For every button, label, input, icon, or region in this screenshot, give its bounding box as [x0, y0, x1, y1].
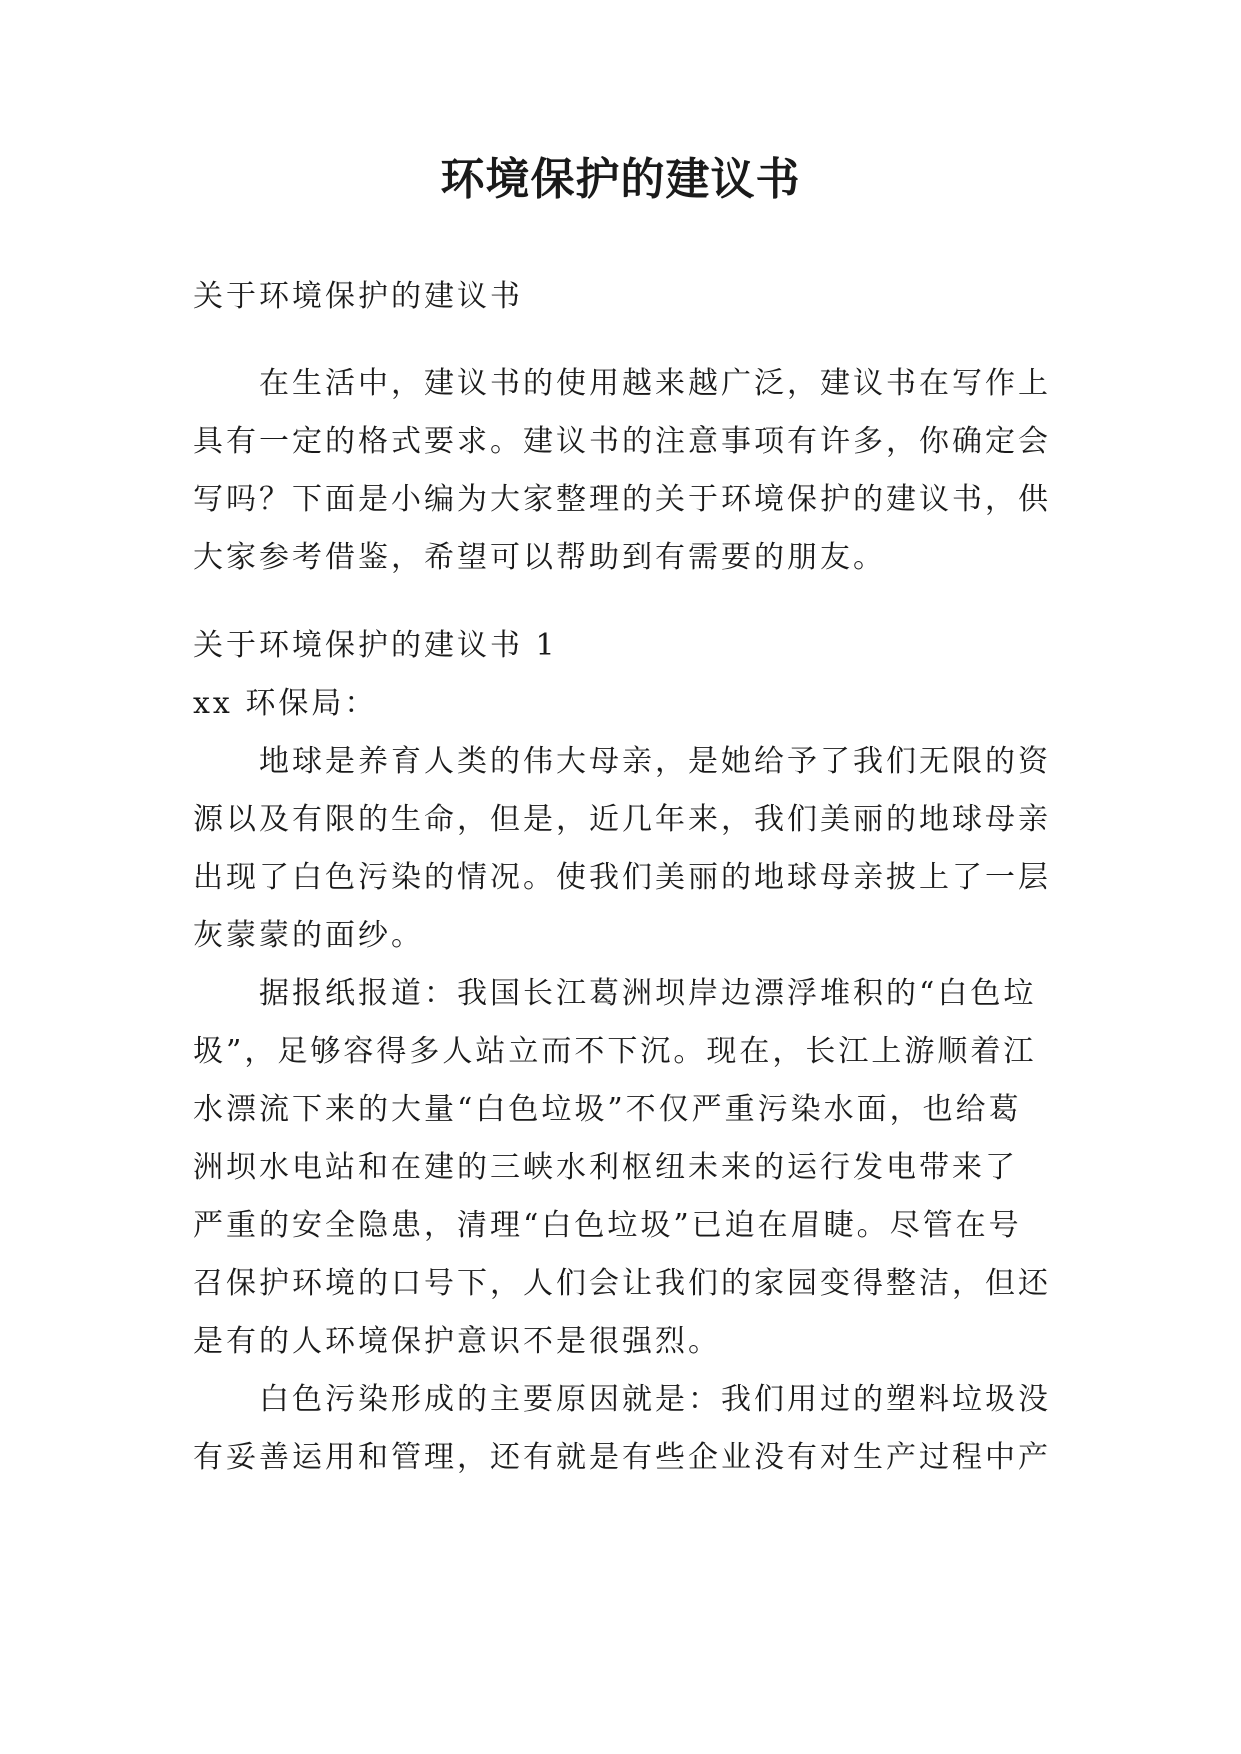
intro-line: 大家参考借鉴，希望可以帮助到有需要的朋友。: [193, 540, 886, 575]
subtitle-line: 关于环境保护的建议书: [193, 279, 523, 314]
paragraph-line: 是有的人环境保护意识不是很强烈。: [193, 1324, 721, 1359]
section-1: [193, 617, 1055, 1487]
paragraph-line: 源以及有限的生命，但是，近几年来，我们美丽的地球母亲: [193, 802, 1051, 837]
paragraph-line: 据报纸报道：我国长江葛洲坝岸边漂浮堆积的“白色垃: [259, 976, 1037, 1011]
paragraph-line: 灰蒙蒙的面纱。: [193, 918, 424, 953]
paragraph-line: 洲坝水电站和在建的三峡水利枢纽未来的运行发电带来了: [193, 1150, 1018, 1185]
section-heading: 关于环境保护的建议书 1: [193, 628, 558, 663]
intro-line: 写吗？下面是小编为大家整理的关于环境保护的建议书，供: [193, 482, 1051, 517]
intro-line: 具有一定的格式要求。建议书的注意事项有许多，你确定会: [193, 424, 1051, 459]
paragraph-line: 地球是养育人类的伟大母亲，是她给予了我们无限的资: [259, 744, 1051, 779]
document-subtitle: [193, 268, 1055, 326]
paragraph-line: 圾”，足够容得多人站立而不下沉。现在，长江上游顺着江: [193, 1034, 1037, 1069]
paragraph-line: 严重的安全隐患，清理“白色垃圾”已迫在眉睫。尽管在号: [193, 1208, 1022, 1243]
paragraph-line: 出现了白色污染的情况。使我们美丽的地球母亲披上了一层: [193, 860, 1051, 895]
intro-paragraph: [193, 355, 1055, 587]
document-title: 环境保护的建议书: [440, 154, 801, 205]
paragraph-line: 水漂流下来的大量“白色垃圾”不仅严重污染水面，也给葛: [193, 1092, 1022, 1127]
paragraph-line: 白色污染形成的主要原因就是：我们用过的塑料垃圾没: [259, 1382, 1051, 1417]
paragraph-line: 有妥善运用和管理，还有就是有些企业没有对生产过程中产: [193, 1440, 1051, 1475]
salutation: xx 环保局：: [193, 686, 378, 721]
intro-line: 在生活中，建议书的使用越来越广泛，建议书在写作上: [259, 366, 1051, 401]
paragraph-line: 召保护环境的口号下，人们会让我们的家园变得整洁，但还: [193, 1266, 1051, 1301]
